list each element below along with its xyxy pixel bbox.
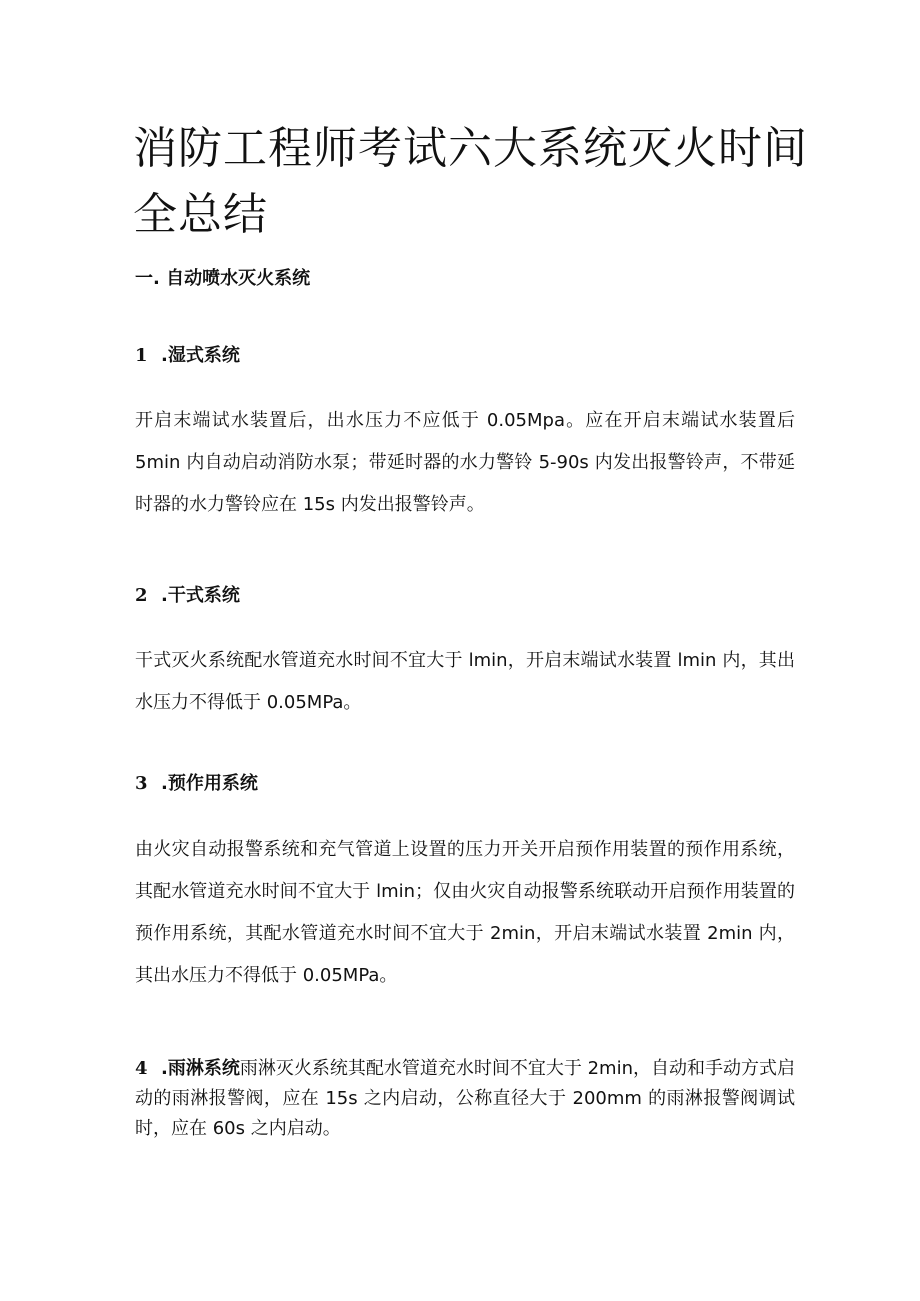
subsection-heading-deluge-system — [135, 1058, 240, 1079]
subsection-heading-dry-system — [135, 583, 240, 609]
paragraph-dry-system: 干式灭火系统配水管道充水时间不宜大于 lmin，开启末端试水装置 lmin 内，其出水压力不得低于 0.05MPa。 — [135, 650, 795, 713]
subsection-number: 2 — [135, 585, 148, 606]
subsection-number: 4 — [135, 1058, 148, 1079]
paragraph-preaction-system: 由火灾自动报警系统和充气管道上设置的压力开关开启预作用装置的预作用系统，其配水管道充水时间不宜大于 lmin；仅由火灾自动报警系统联动开启预作用装置的预作用系统，其配水管道充水时间不宜大于 2min，开启末端试水装置 2min 内，其出水压力不得低于 0.05MPa。 — [135, 839, 795, 986]
subsection-heading-preaction-system — [135, 771, 258, 797]
paragraph-deluge-system — [135, 1054, 795, 1144]
subsection-number: 1 — [135, 345, 148, 366]
paragraph-wet-system: 开启末端试水装置后，出水压力不应低于 0.05Mpa。应在开启末端试水装置后 5min 内自动启动消防水泵；带延时器的水力警铃 5-90s 内发出报警铃声，不带延时器的水力警铃应在 15s 内发出报警铃声。 — [135, 410, 795, 515]
paragraph-deluge-text: 雨淋灭火系统其配水管道充水时间不宜大于 2min，自动和手动方式启动的雨淋报警阀，应在 15s 之内启动，公称直径大于 200mm 的雨淋报警阀调试时，应在 60s 之内启动。 — [135, 1058, 795, 1139]
section-heading-sprinkler-system: 一. 自动喷水灭火系统 — [135, 268, 311, 289]
document-title: 消防工程师考试六大系统灭火时间全总结 — [133, 123, 808, 240]
subsection-label: .湿式系统 — [161, 345, 240, 366]
subsection-label: .雨淋系统 — [161, 1058, 240, 1079]
subsection-label: .预作用系统 — [161, 773, 258, 794]
subsection-label: .干式系统 — [161, 585, 240, 606]
subsection-heading-wet-system — [135, 343, 240, 369]
subsection-number: 3 — [135, 773, 148, 794]
